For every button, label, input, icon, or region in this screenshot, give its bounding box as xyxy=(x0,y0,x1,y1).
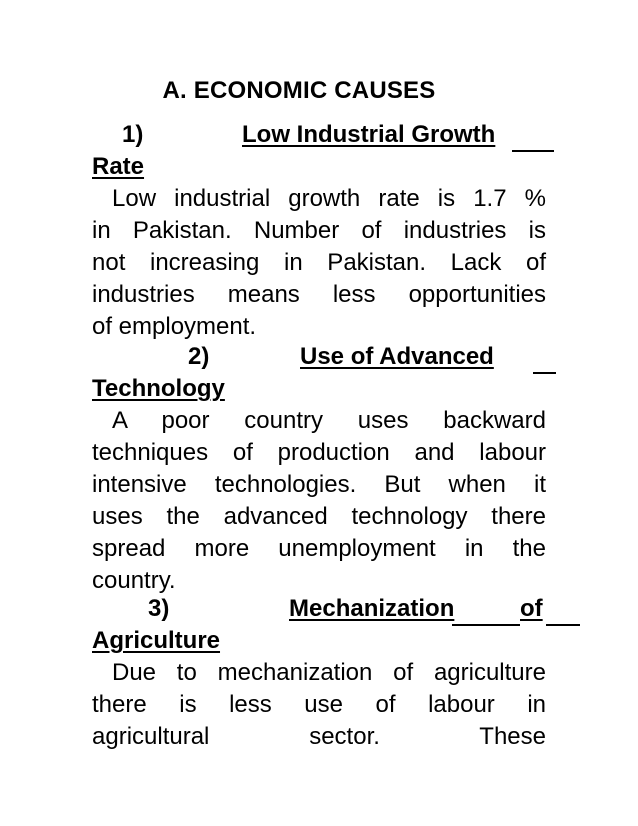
section-1-line-1: Low industrial growth rate is 1.7 % xyxy=(112,185,546,212)
section-2-line-3: intensive technologies. But when it xyxy=(92,471,546,498)
section-1-line-4: industries means less opportunities xyxy=(92,281,546,308)
section-2-number: 2) xyxy=(188,343,210,370)
section-2-title-underline-tail xyxy=(533,372,556,374)
section-3-title-underline-tail xyxy=(546,624,580,626)
section-3-line-1: Due to mechanization of agriculture xyxy=(112,659,546,686)
section-1-title: Low Industrial Growth xyxy=(242,121,496,148)
section-3-number: 3) xyxy=(148,595,170,622)
section-1-line-3: not increasing in Pakistan. Lack of xyxy=(92,249,546,276)
section-2-line-1: A poor country uses backward xyxy=(112,407,546,434)
section-2-title-continued: Technology xyxy=(92,375,225,402)
section-3-title-of: of xyxy=(520,595,543,622)
section-1-line-5: of employment. xyxy=(92,313,257,340)
section-3-title-underline-gap xyxy=(452,624,520,626)
section-3-title-continued: Agriculture xyxy=(92,627,221,654)
section-1-number: 1) xyxy=(122,121,144,148)
section-1-title-continued: Rate xyxy=(92,153,145,180)
section-2-line-6: country. xyxy=(92,567,176,594)
section-3-line-3: agricultural sector. These xyxy=(92,723,546,750)
section-2-line-2: techniques of production and labour xyxy=(92,439,546,466)
section-heading: A. ECONOMIC CAUSES xyxy=(162,77,436,104)
section-3-title: Mechanization xyxy=(289,595,455,622)
section-1-title-underline-tail xyxy=(512,150,554,152)
section-2-line-5: spread more unemployment in the xyxy=(92,535,546,562)
section-2-title: Use of Advanced xyxy=(300,343,494,370)
section-2-line-4: uses the advanced technology there xyxy=(92,503,546,530)
section-3-line-2: there is less use of labour in xyxy=(92,691,546,718)
section-1-line-2: in Pakistan. Number of industries is xyxy=(92,217,546,244)
